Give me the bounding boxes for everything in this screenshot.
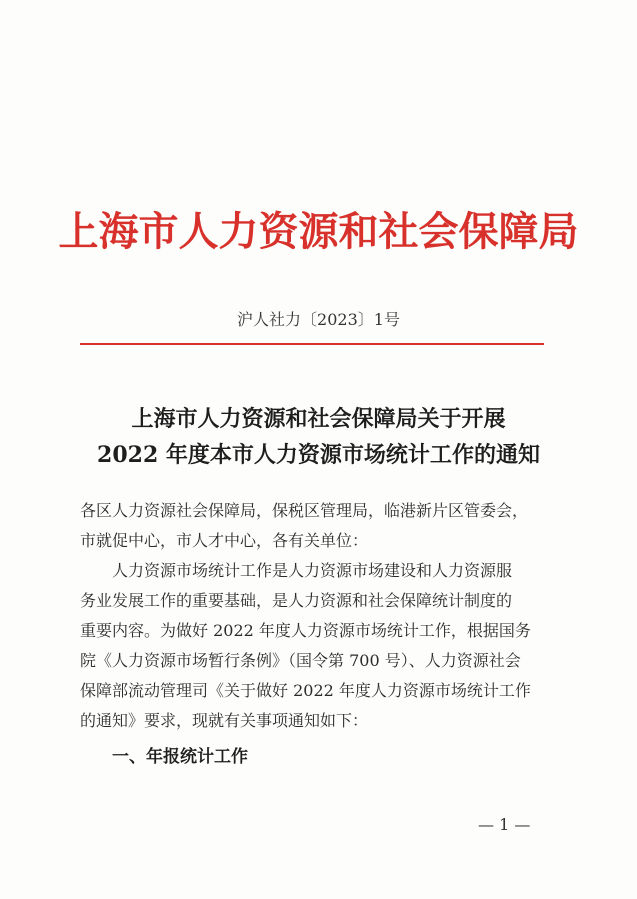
red-divider-rule [80, 343, 544, 345]
addressee-line-2: 市就促中心，市人才中心，各有关单位： [80, 531, 369, 550]
document-title-line-1: 上海市人力资源和社会保障局关于开展 [131, 406, 506, 432]
paragraph-line: 的通知》要求，现就有关事项通知如下： [80, 711, 369, 730]
addressee-line-1: 各区人力资源社会保障局，保税区管理局，临港新片区管委会， [80, 501, 529, 520]
body-paragraph-1 [80, 556, 560, 736]
section-heading-1: 一、年报统计工作 [112, 747, 248, 767]
paragraph-line: 重要内容。为做好 2022 年度人力资源市场统计工作，根据国务 [80, 621, 531, 640]
paragraph-line: 保障部流动管理司《关于做好 2022 年度人力资源市场统计工作 [80, 681, 531, 700]
addressee [80, 496, 560, 556]
paragraph-line: 务业发展工作的重要基础，是人力资源和社会保障统计制度的 [80, 591, 513, 610]
paragraph-line: 院《人力资源市场暂行条例》（国令第 700 号）、人力资源社会 [80, 651, 521, 670]
page-number: — 1 — [478, 815, 531, 834]
issuer-masthead: 上海市人力资源和社会保障局 [58, 209, 579, 255]
paragraph-line: 人力资源市场统计工作是人力资源市场建设和人力资源服 [80, 561, 513, 580]
document-title-line-2: 2022 年度本市人力资源市场统计工作的通知 [97, 442, 540, 468]
document-number: 沪人社力〔2023〕1号 [237, 310, 400, 329]
